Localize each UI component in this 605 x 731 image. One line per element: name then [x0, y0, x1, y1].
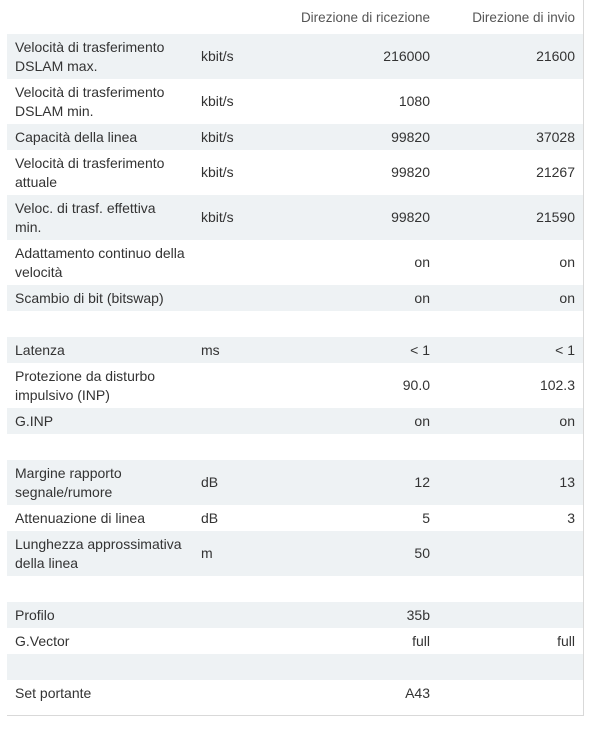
row-receive-value: 99820	[273, 150, 438, 195]
row-send-value: on	[438, 240, 583, 285]
row-send-value	[438, 576, 583, 602]
row-send-value: 21267	[438, 150, 583, 195]
row-unit	[193, 285, 273, 311]
header-send-direction: Direzione di invio	[438, 0, 583, 34]
row-send-value: 102.3	[438, 363, 583, 408]
spacer-row	[7, 434, 583, 460]
row-send-value: 13	[438, 460, 583, 505]
table-row	[7, 408, 583, 434]
row-label: Velocità di trasferimento DSLAM min.	[7, 79, 193, 124]
row-receive-value: 99820	[273, 124, 438, 150]
row-label: Margine rapporto segnale/rumore	[7, 460, 193, 505]
row-unit	[193, 434, 273, 460]
row-receive-value	[273, 576, 438, 602]
row-label: Latenza	[7, 337, 193, 363]
row-unit	[193, 408, 273, 434]
dsl-info-panel	[7, 0, 584, 716]
table-row	[7, 240, 583, 285]
row-label: Velocità di trasferimento DSLAM max.	[7, 34, 193, 79]
row-receive-value: < 1	[273, 337, 438, 363]
row-send-value	[438, 434, 583, 460]
row-label: Adattamento continuo della velocità	[7, 240, 193, 285]
row-send-value: full	[438, 628, 583, 654]
table-row	[7, 680, 583, 706]
row-receive-value: 35b	[273, 602, 438, 628]
row-label: Set portante	[7, 680, 193, 706]
row-unit	[193, 680, 273, 706]
row-label	[7, 311, 193, 337]
row-send-value: 21590	[438, 195, 583, 240]
row-send-value: on	[438, 408, 583, 434]
header-receive-direction: Direzione di ricezione	[273, 0, 438, 34]
row-receive-value: 1080	[273, 79, 438, 124]
row-unit: dB	[193, 460, 273, 505]
dsl-line-table	[7, 0, 583, 706]
header-label	[7, 0, 193, 34]
row-send-value	[438, 531, 583, 576]
row-label	[7, 576, 193, 602]
row-send-value	[438, 654, 583, 680]
row-unit	[193, 240, 273, 285]
row-label: Attenuazione di linea	[7, 505, 193, 531]
row-receive-value: on	[273, 285, 438, 311]
table-row	[7, 150, 583, 195]
row-unit: kbit/s	[193, 34, 273, 79]
header-unit	[193, 0, 273, 34]
row-unit: kbit/s	[193, 124, 273, 150]
table-row	[7, 460, 583, 505]
table-row	[7, 195, 583, 240]
table-header-row	[7, 0, 583, 34]
row-unit	[193, 654, 273, 680]
table-row	[7, 79, 583, 124]
table-row	[7, 124, 583, 150]
row-receive-value: 50	[273, 531, 438, 576]
row-label: Scambio di bit (bitswap)	[7, 285, 193, 311]
row-unit	[193, 602, 273, 628]
row-label: G.INP	[7, 408, 193, 434]
spacer-row	[7, 311, 583, 337]
row-unit	[193, 311, 273, 337]
row-receive-value	[273, 654, 438, 680]
row-label: Protezione da disturbo impulsivo (INP)	[7, 363, 193, 408]
row-send-value	[438, 79, 583, 124]
table-row	[7, 628, 583, 654]
row-label: Veloc. di trasf. effettiva min.	[7, 195, 193, 240]
row-receive-value: 12	[273, 460, 438, 505]
row-send-value	[438, 602, 583, 628]
table-row	[7, 363, 583, 408]
row-send-value: 37028	[438, 124, 583, 150]
row-receive-value: 99820	[273, 195, 438, 240]
table-row	[7, 531, 583, 576]
row-receive-value	[273, 434, 438, 460]
row-label	[7, 654, 193, 680]
table-row	[7, 505, 583, 531]
row-receive-value: 5	[273, 505, 438, 531]
row-send-value: 3	[438, 505, 583, 531]
row-receive-value: 216000	[273, 34, 438, 79]
spacer-row	[7, 654, 583, 680]
row-receive-value: A43	[273, 680, 438, 706]
row-unit: kbit/s	[193, 79, 273, 124]
table-row	[7, 34, 583, 79]
table-row	[7, 285, 583, 311]
row-unit: kbit/s	[193, 150, 273, 195]
table-row	[7, 337, 583, 363]
row-unit: m	[193, 531, 273, 576]
row-unit: dB	[193, 505, 273, 531]
row-unit	[193, 628, 273, 654]
row-label: Velocità di trasferimento attuale	[7, 150, 193, 195]
row-label: Profilo	[7, 602, 193, 628]
table-row	[7, 602, 583, 628]
row-unit	[193, 363, 273, 408]
row-send-value	[438, 680, 583, 706]
row-send-value: on	[438, 285, 583, 311]
spacer-row	[7, 576, 583, 602]
row-receive-value: 90.0	[273, 363, 438, 408]
row-send-value: 21600	[438, 34, 583, 79]
row-unit	[193, 576, 273, 602]
row-unit: kbit/s	[193, 195, 273, 240]
row-receive-value	[273, 311, 438, 337]
row-label: Lunghezza approssimativa della linea	[7, 531, 193, 576]
row-receive-value: on	[273, 240, 438, 285]
row-label	[7, 434, 193, 460]
row-unit: ms	[193, 337, 273, 363]
row-receive-value: full	[273, 628, 438, 654]
row-receive-value: on	[273, 408, 438, 434]
row-send-value	[438, 311, 583, 337]
row-label: G.Vector	[7, 628, 193, 654]
row-label: Capacità della linea	[7, 124, 193, 150]
row-send-value: < 1	[438, 337, 583, 363]
